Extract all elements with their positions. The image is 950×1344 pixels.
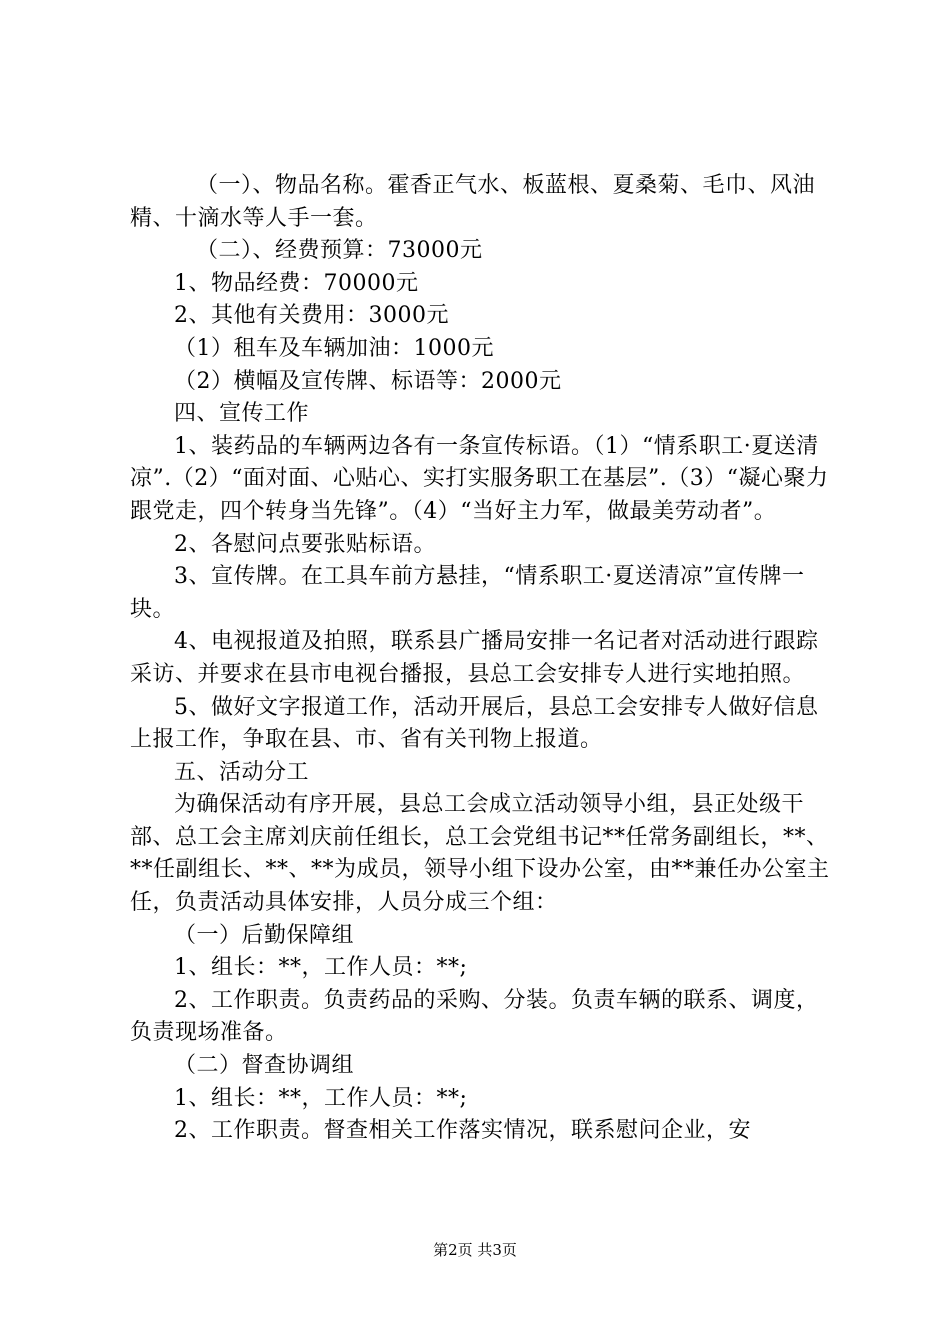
- section-heading-publicity: 四、宣传工作: [174, 401, 310, 427]
- paragraph-supervision-duty: 2、工作职责。督查相关工作落实情况，联系慰问企业，安: [174, 1118, 751, 1144]
- subheading-supervision: （二）督查协调组: [174, 1053, 355, 1079]
- paragraph-leadership: 为确保活动有序开展，县总工会成立活动领导小组，县正处级干部、总工会主席刘庆前任组长，总工会党组书记**任常务副组长，**、**任副组长、**、**为成员，领导小组下设办公室，由**兼任办公室主任，负责活动具体安排，人员分成三个组：: [130, 792, 830, 916]
- paragraph-text-report: 5、做好文字报道工作，活动开展后，县总工会安排专人做好信息上报工作，争取在县、市、省有关刊物上报道。: [130, 694, 819, 753]
- paragraph-supervision-leader: 1、组长：**，工作人员：**;: [174, 1085, 468, 1111]
- paragraph-logistics-duty: 2、工作职责。负责药品的采购、分装。负责车辆的联系、调度，负责现场准备。: [130, 987, 819, 1046]
- section-heading-division: 五、活动分工: [174, 759, 310, 785]
- document-body: [130, 170, 830, 1148]
- paragraph-posting: 2、各慰问点要张贴标语。: [174, 531, 436, 557]
- paragraph-car-rental: （1）租车及车辆加油：1000元: [174, 335, 494, 361]
- paragraph-banner-cost: （2）横幅及宣传牌、标语等：2000元: [174, 368, 562, 394]
- paragraph-budget: （二）、经费预算：73000元: [196, 238, 483, 264]
- paragraph-tv-report: 4、电视报道及拍照，联系县广播局安排一名记者对活动进行跟踪采访、并要求在县市电视台播报，县总工会安排专人进行实地拍照。: [130, 629, 819, 687]
- paragraph-item-name: （一）、物品名称。霍香正气水、板蓝根、夏桑菊、毛巾、风油精、十滴水等人手一套。: [130, 173, 816, 231]
- paragraph-slogans: 1、装药品的车辆两边各有一条宣传标语。（1）“情系职工·夏送清凉”.（2）“面对面、心贴心、实打实服务职工在基层”.（3）“凝心聚力跟党走，四个转身当先锋”。（4）“当好主力军，做最美劳动者”。: [130, 433, 829, 524]
- paragraph-logistics-leader: 1、组长：**，工作人员：**;: [174, 955, 468, 981]
- paragraph-item-cost: 1、物品经费：70000元: [174, 270, 419, 296]
- page-number-footer: 第2页 共3页: [433, 1241, 517, 1259]
- paragraph-other-cost: 2、其他有关费用：3000元: [174, 303, 449, 329]
- subheading-logistics: （一）后勤保障组: [174, 922, 355, 948]
- paragraph-signboard: 3、宣传牌。在工具车前方悬挂，“情系职工·夏送清凉”宣传牌一块。: [130, 564, 805, 622]
